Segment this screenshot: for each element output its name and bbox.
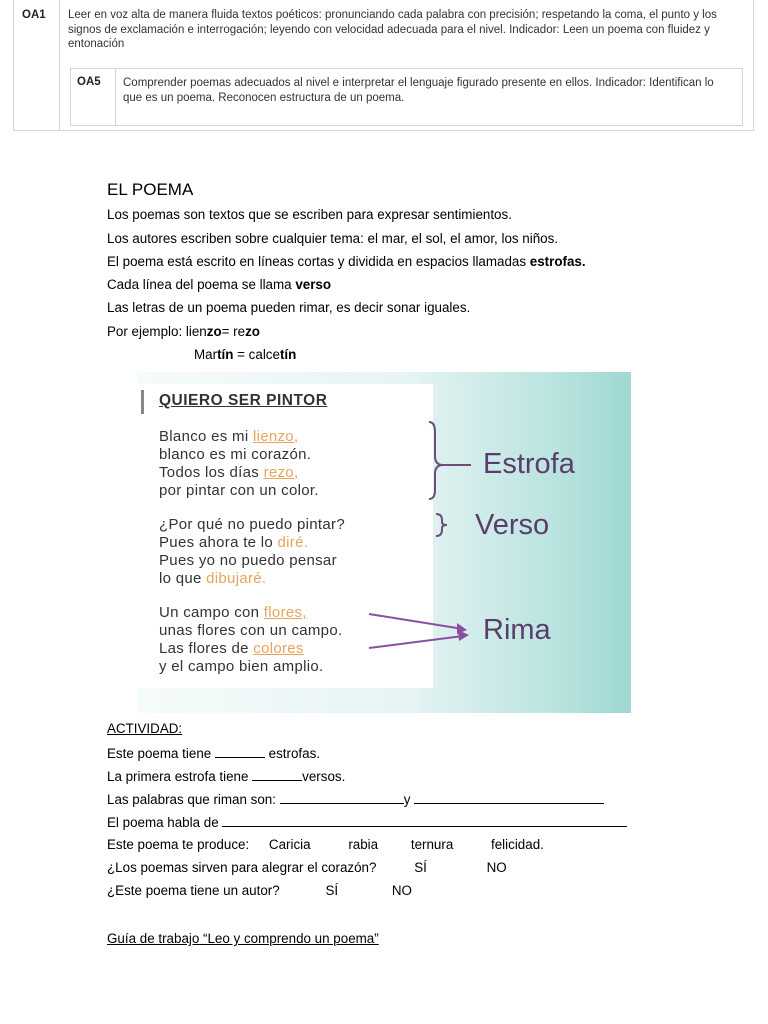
text: El poema está escrito en líneas cortas y dividida en espacios llamadas	[107, 254, 530, 269]
answer-blank[interactable]	[222, 814, 627, 827]
option-felicidad[interactable]: felicidad.	[491, 837, 544, 852]
rhyme-example	[194, 347, 296, 362]
answer-blank[interactable]	[280, 791, 404, 804]
objectives-table	[13, 0, 754, 131]
bold-term: estrofas.	[529, 254, 586, 269]
option-yes[interactable]: SÍ	[414, 860, 427, 875]
bold-term: tín	[217, 347, 234, 362]
text: El poema habla de	[107, 815, 223, 830]
worksheet-title: Guía de trabajo “Leo y comprendo un poema”	[107, 931, 379, 946]
answer-blank[interactable]	[215, 745, 265, 758]
text: = re	[221, 324, 246, 339]
text: Pues ahora te lo	[159, 534, 278, 551]
option-ternura[interactable]: ternura	[410, 837, 454, 852]
text: versos.	[302, 769, 346, 784]
lesson-paragraph	[107, 277, 331, 292]
bold-term: zo	[206, 324, 222, 339]
poem-verse: unas flores con un campo.	[159, 622, 343, 639]
text: Este poema te produce:	[107, 837, 250, 852]
text: Mar	[194, 347, 218, 362]
poem-verse: ¿Por qué no puedo pintar?	[159, 516, 345, 533]
poem-title: QUIERO SER PINTOR	[159, 392, 328, 409]
rhyme-word: lienzo,	[252, 428, 299, 445]
question-rhymes	[107, 791, 604, 807]
question-author	[107, 883, 412, 898]
page-title: EL POEMA	[107, 180, 194, 199]
oa1-text: Leer en voz alta de manera fluida textos poéticos: pronunciando cada palabra con precisión; respetando la coma, el punto y los signos de exclamación e interrogación; leyendo con velocidad adecuada para el nivel. Indicador: Leen un poema con fluidez y entonación	[68, 9, 717, 50]
poem-verse: blanco es mi corazón.	[159, 446, 312, 463]
text: Las flores de	[159, 640, 254, 657]
text: estrofas.	[264, 746, 321, 761]
rhyme-word: diré.	[277, 534, 309, 551]
option-rabia[interactable]: rabia	[348, 837, 379, 852]
rhyme-arrowhead-2	[458, 630, 469, 641]
rhyme-word: colores	[253, 640, 304, 657]
text: Cada línea del poema se llama	[107, 277, 296, 292]
question-topic	[107, 814, 627, 830]
text: ¿Los poemas sirven para alegrar el corazón?	[107, 860, 377, 875]
rhyme-arrow-2	[369, 636, 463, 648]
label-strophe: Estrofa	[483, 448, 575, 480]
label-rhyme: Rima	[483, 614, 551, 646]
poem-verse: y el campo bien amplio.	[159, 658, 324, 675]
answer-blank[interactable]	[252, 768, 302, 781]
label-verse: Verso	[475, 509, 550, 541]
text: Este poema tiene	[107, 746, 215, 761]
bold-term: tín	[279, 347, 297, 362]
poem-illustration	[137, 372, 631, 713]
option-no[interactable]: NO	[486, 860, 507, 875]
text: lo que	[159, 570, 207, 587]
option-caricia[interactable]: Caricia	[268, 837, 311, 852]
poem-verse: por pintar con un color.	[159, 482, 319, 499]
text: = calce	[233, 347, 280, 362]
question-heart	[107, 860, 507, 875]
option-yes[interactable]: SÍ	[325, 883, 339, 898]
rhyme-word: dibujaré.	[206, 570, 267, 587]
lesson-paragraph: Las letras de un poema pueden rimar, es decir sonar iguales.	[107, 300, 471, 315]
strophe-bracket	[429, 422, 443, 499]
lesson-paragraph: Los poemas son textos que se escriben para expresar sentimientos.	[107, 207, 512, 222]
oa5-row	[70, 68, 743, 126]
question-verses	[107, 768, 345, 784]
bold-term: zo	[245, 324, 260, 339]
question-feeling	[107, 837, 544, 852]
text: Blanco es mi	[159, 428, 253, 445]
lesson-paragraph	[107, 254, 586, 269]
verse-bracket	[436, 514, 447, 536]
text: ¿Este poema tiene un autor?	[107, 883, 280, 898]
bold-term: verso	[295, 277, 332, 292]
lesson-paragraph: Los autores escriben sobre cualquier tema: el mar, el sol, el amor, los niños.	[107, 231, 559, 246]
oa1-code: OA1	[14, 0, 60, 131]
text: y	[403, 792, 411, 807]
oa5-code: OA5	[71, 69, 116, 125]
text: Las palabras que riman son:	[107, 792, 280, 807]
question-strophes	[107, 745, 320, 761]
text: Por ejemplo: lien	[107, 324, 207, 339]
rhyme-example	[107, 324, 260, 339]
text: La primera estrofa tiene	[107, 769, 253, 784]
text: Todos los días	[159, 464, 264, 481]
rhyme-word: flores,	[263, 604, 307, 621]
option-no[interactable]: NO	[391, 883, 412, 898]
rhyme-word: rezo,	[263, 464, 299, 481]
poem-annotations	[137, 372, 631, 713]
text: Un campo con	[159, 604, 264, 621]
rhyme-arrow-1	[369, 614, 463, 629]
activity-heading: ACTIVIDAD:	[107, 721, 183, 736]
answer-blank[interactable]	[414, 791, 604, 804]
oa5-text: Comprender poemas adecuados al nivel e interpretar el lenguaje figurado presente en ellos. Indicador: Identifican lo que es un poema. Reconocen estructura de un poema.	[123, 77, 714, 104]
poem-verse: Pues yo no puedo pensar	[159, 552, 337, 569]
